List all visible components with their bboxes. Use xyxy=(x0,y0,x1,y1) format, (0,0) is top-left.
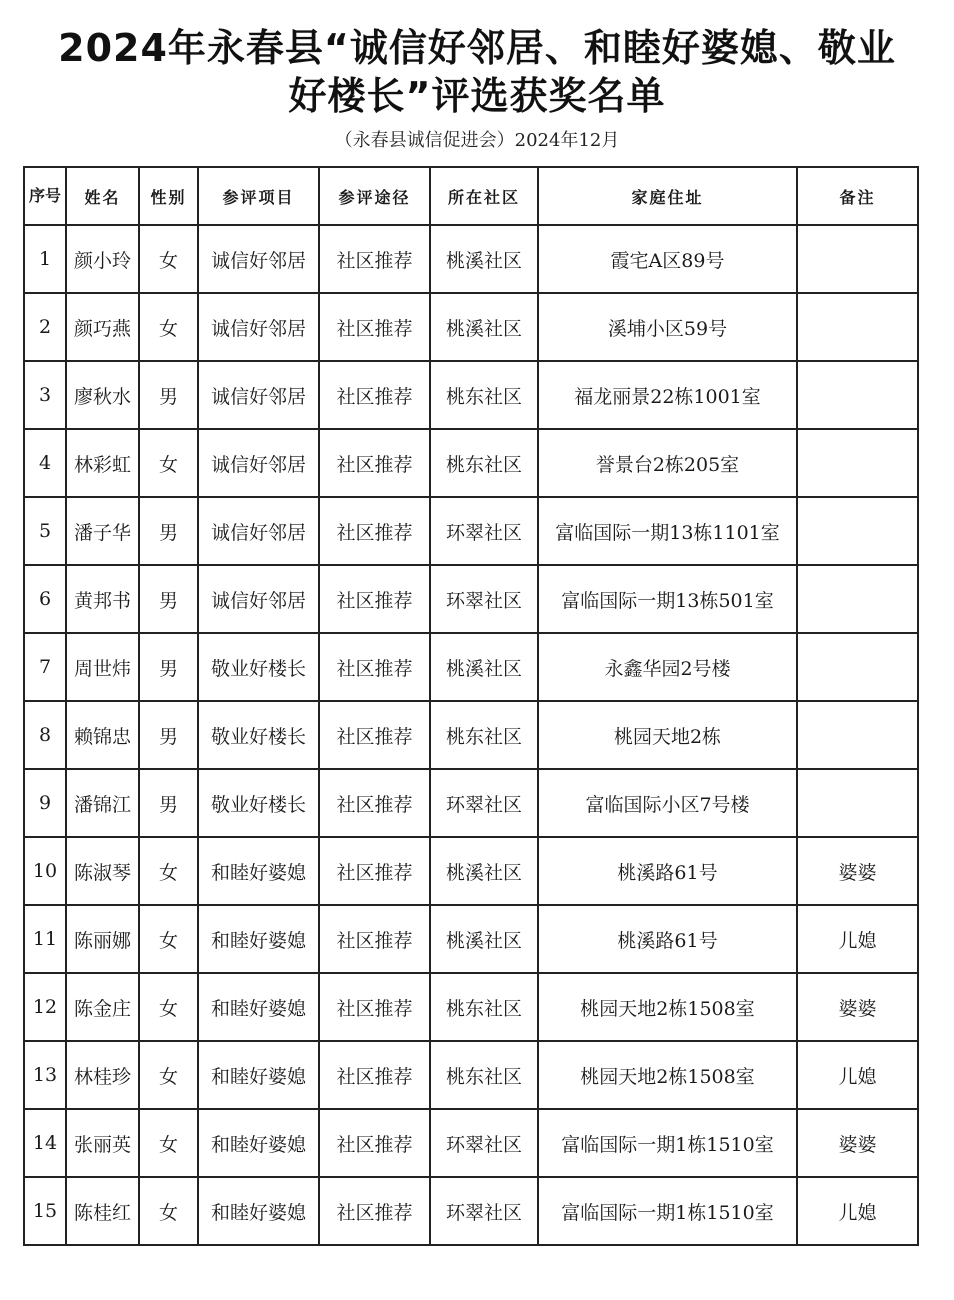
cell-remark: 儿媳 xyxy=(797,905,918,973)
cell-name: 张丽英 xyxy=(66,1109,139,1177)
cell-gender: 女 xyxy=(139,973,198,1041)
cell-gender: 男 xyxy=(139,565,198,633)
cell-project: 和睦好婆媳 xyxy=(198,973,319,1041)
cell-community: 环翠社区 xyxy=(430,1109,538,1177)
table-row xyxy=(24,565,918,633)
cell-address: 桃园天地2栋1508室 xyxy=(538,973,797,1041)
cell-address: 桃溪路61号 xyxy=(538,905,797,973)
cell-community: 桃东社区 xyxy=(430,361,538,429)
cell-gender: 女 xyxy=(139,225,198,293)
cell-route: 社区推荐 xyxy=(319,973,430,1041)
cell-address: 桃园天地2栋 xyxy=(538,701,797,769)
header-gender: 性别 xyxy=(139,167,198,225)
table-row xyxy=(24,701,918,769)
cell-project: 诚信好邻居 xyxy=(198,293,319,361)
cell-route: 社区推荐 xyxy=(319,905,430,973)
cell-no: 15 xyxy=(24,1177,66,1245)
cell-route: 社区推荐 xyxy=(319,225,430,293)
cell-project: 敬业好楼长 xyxy=(198,633,319,701)
cell-gender: 女 xyxy=(139,1109,198,1177)
cell-project: 和睦好婆媳 xyxy=(198,905,319,973)
table-row xyxy=(24,361,918,429)
cell-remark: 婆婆 xyxy=(797,1109,918,1177)
table-row xyxy=(24,1041,918,1109)
cell-name: 颜小玲 xyxy=(66,225,139,293)
cell-project: 诚信好邻居 xyxy=(198,497,319,565)
table-row xyxy=(24,1177,918,1245)
cell-route: 社区推荐 xyxy=(319,565,430,633)
cell-address: 富临国际一期13栋501室 xyxy=(538,565,797,633)
cell-no: 1 xyxy=(24,225,66,293)
cell-no: 11 xyxy=(24,905,66,973)
table-row xyxy=(24,973,918,1041)
cell-no: 14 xyxy=(24,1109,66,1177)
cell-project: 敬业好楼长 xyxy=(198,769,319,837)
cell-route: 社区推荐 xyxy=(319,701,430,769)
cell-no: 4 xyxy=(24,429,66,497)
cell-remark: 儿媳 xyxy=(797,1177,918,1245)
cell-remark xyxy=(797,429,918,497)
cell-route: 社区推荐 xyxy=(319,429,430,497)
cell-name: 颜巧燕 xyxy=(66,293,139,361)
cell-route: 社区推荐 xyxy=(319,633,430,701)
cell-community: 桃东社区 xyxy=(430,701,538,769)
cell-route: 社区推荐 xyxy=(319,1109,430,1177)
cell-name: 陈桂红 xyxy=(66,1177,139,1245)
cell-community: 桃东社区 xyxy=(430,1041,538,1109)
cell-name: 周世炜 xyxy=(66,633,139,701)
table-body xyxy=(24,225,918,1245)
table-row xyxy=(24,429,918,497)
cell-community: 环翠社区 xyxy=(430,1177,538,1245)
cell-address: 福龙丽景22栋1001室 xyxy=(538,361,797,429)
cell-remark xyxy=(797,633,918,701)
header-row xyxy=(24,167,918,225)
award-table xyxy=(23,166,919,1246)
cell-no: 6 xyxy=(24,565,66,633)
table-row xyxy=(24,837,918,905)
header-address: 家庭住址 xyxy=(538,167,797,225)
cell-name: 陈淑琴 xyxy=(66,837,139,905)
title-line-1: 2024年永春县“诚信好邻居、和睦好婆媳、敬业 xyxy=(58,26,896,70)
cell-no: 10 xyxy=(24,837,66,905)
cell-no: 2 xyxy=(24,293,66,361)
cell-address: 富临国际一期1栋1510室 xyxy=(538,1109,797,1177)
cell-name: 林桂珍 xyxy=(66,1041,139,1109)
table-row xyxy=(24,1109,918,1177)
cell-project: 敬业好楼长 xyxy=(198,701,319,769)
cell-route: 社区推荐 xyxy=(319,497,430,565)
cell-gender: 男 xyxy=(139,701,198,769)
cell-gender: 男 xyxy=(139,633,198,701)
cell-gender: 女 xyxy=(139,293,198,361)
cell-project: 和睦好婆媳 xyxy=(198,1109,319,1177)
cell-name: 潘锦江 xyxy=(66,769,139,837)
cell-community: 环翠社区 xyxy=(430,497,538,565)
cell-remark xyxy=(797,497,918,565)
cell-route: 社区推荐 xyxy=(319,1177,430,1245)
cell-no: 7 xyxy=(24,633,66,701)
table-row xyxy=(24,225,918,293)
cell-remark xyxy=(797,565,918,633)
cell-name: 赖锦忠 xyxy=(66,701,139,769)
cell-name: 陈丽娜 xyxy=(66,905,139,973)
cell-project: 诚信好邻居 xyxy=(198,225,319,293)
cell-remark: 婆婆 xyxy=(797,837,918,905)
cell-project: 诚信好邻居 xyxy=(198,565,319,633)
cell-community: 桃溪社区 xyxy=(430,837,538,905)
cell-gender: 男 xyxy=(139,361,198,429)
table-row xyxy=(24,769,918,837)
cell-address: 桃溪路61号 xyxy=(538,837,797,905)
cell-community: 桃溪社区 xyxy=(430,225,538,293)
cell-address: 富临国际一期1栋1510室 xyxy=(538,1177,797,1245)
cell-address: 溪埔小区59号 xyxy=(538,293,797,361)
cell-no: 13 xyxy=(24,1041,66,1109)
table-row xyxy=(24,633,918,701)
cell-project: 诚信好邻居 xyxy=(198,429,319,497)
cell-project: 诚信好邻居 xyxy=(198,361,319,429)
cell-gender: 女 xyxy=(139,837,198,905)
cell-name: 林彩虹 xyxy=(66,429,139,497)
cell-route: 社区推荐 xyxy=(319,837,430,905)
cell-community: 环翠社区 xyxy=(430,565,538,633)
subtitle: （永春县诚信促进会）2024年12月 xyxy=(334,130,620,151)
cell-address: 誉景台2栋205室 xyxy=(538,429,797,497)
cell-route: 社区推荐 xyxy=(319,769,430,837)
cell-community: 桃溪社区 xyxy=(430,905,538,973)
cell-remark: 婆婆 xyxy=(797,973,918,1041)
cell-gender: 男 xyxy=(139,769,198,837)
cell-gender: 女 xyxy=(139,1041,198,1109)
cell-route: 社区推荐 xyxy=(319,1041,430,1109)
cell-community: 桃溪社区 xyxy=(430,293,538,361)
table-row xyxy=(24,293,918,361)
cell-no: 8 xyxy=(24,701,66,769)
cell-route: 社区推荐 xyxy=(319,361,430,429)
cell-community: 桃溪社区 xyxy=(430,633,538,701)
cell-project: 和睦好婆媳 xyxy=(198,1177,319,1245)
cell-no: 5 xyxy=(24,497,66,565)
cell-name: 潘子华 xyxy=(66,497,139,565)
title-line-2: 好楼长”评选获奖名单 xyxy=(288,74,666,118)
cell-community: 环翠社区 xyxy=(430,769,538,837)
cell-gender: 女 xyxy=(139,905,198,973)
cell-project: 和睦好婆媳 xyxy=(198,1041,319,1109)
header-name: 姓名 xyxy=(66,167,139,225)
header-project: 参评项目 xyxy=(198,167,319,225)
cell-gender: 女 xyxy=(139,429,198,497)
cell-address: 富临国际一期13栋1101室 xyxy=(538,497,797,565)
cell-name: 黄邦书 xyxy=(66,565,139,633)
cell-no: 12 xyxy=(24,973,66,1041)
cell-project: 和睦好婆媳 xyxy=(198,837,319,905)
cell-name: 廖秋水 xyxy=(66,361,139,429)
table-row xyxy=(24,905,918,973)
header-route: 参评途径 xyxy=(319,167,430,225)
cell-route: 社区推荐 xyxy=(319,293,430,361)
cell-remark xyxy=(797,769,918,837)
header-community: 所在社区 xyxy=(430,167,538,225)
cell-remark xyxy=(797,361,918,429)
cell-address: 霞宅A区89号 xyxy=(538,225,797,293)
header-no: 序号 xyxy=(24,167,66,225)
cell-gender: 女 xyxy=(139,1177,198,1245)
cell-gender: 男 xyxy=(139,497,198,565)
cell-address: 桃园天地2栋1508室 xyxy=(538,1041,797,1109)
table-row xyxy=(24,497,918,565)
cell-community: 桃东社区 xyxy=(430,973,538,1041)
cell-no: 9 xyxy=(24,769,66,837)
cell-community: 桃东社区 xyxy=(430,429,538,497)
header-remark: 备注 xyxy=(797,167,918,225)
cell-remark xyxy=(797,225,918,293)
cell-name: 陈金庄 xyxy=(66,973,139,1041)
cell-remark xyxy=(797,701,918,769)
cell-remark: 儿媳 xyxy=(797,1041,918,1109)
cell-no: 3 xyxy=(24,361,66,429)
cell-remark xyxy=(797,293,918,361)
cell-address: 富临国际小区7号楼 xyxy=(538,769,797,837)
cell-address: 永鑫华园2号楼 xyxy=(538,633,797,701)
